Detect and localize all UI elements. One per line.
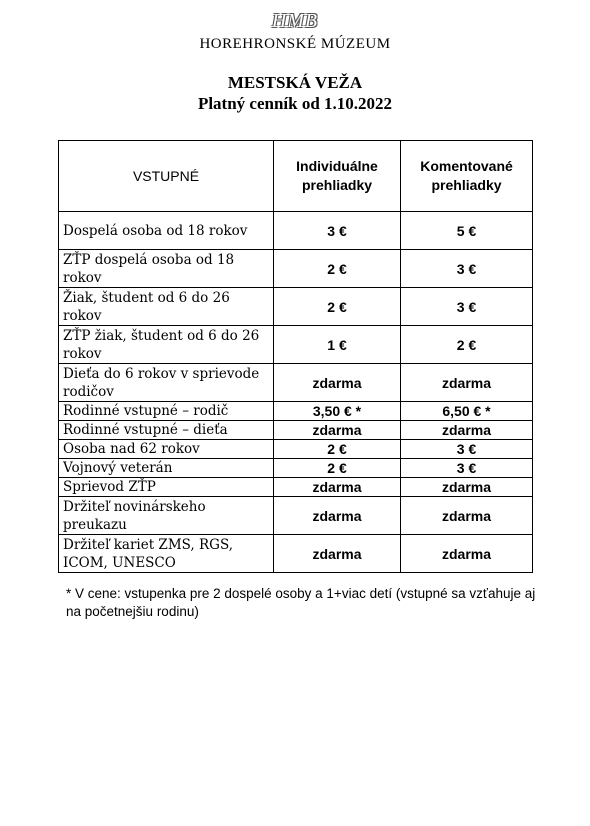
- price-individual: zdarma: [274, 478, 401, 497]
- row-label: ZŤP žiak, študent od 6 do 26 rokov: [59, 326, 274, 364]
- row-label: ZŤP dospelá osoba od 18 rokov: [59, 250, 274, 288]
- table-row: [59, 326, 533, 364]
- price-guided: 3 €: [401, 459, 533, 478]
- header-individual: Individuálne prehliadky: [274, 141, 401, 212]
- table-row: [59, 364, 533, 402]
- price-guided: 5 €: [401, 212, 533, 250]
- row-label: Držiteľ kariet ZMS, RGS, ICOM, UNESCO: [59, 535, 274, 573]
- price-guided: zdarma: [401, 364, 533, 402]
- table-row: [59, 478, 533, 497]
- price-individual: zdarma: [274, 497, 401, 535]
- price-individual: 2 €: [274, 440, 401, 459]
- row-label: Rodinné vstupné – dieťa: [59, 421, 274, 440]
- table-row: [59, 497, 533, 535]
- price-guided: zdarma: [401, 497, 533, 535]
- header-admission: VSTUPNÉ: [59, 141, 274, 212]
- row-label: Dospelá osoba od 18 rokov: [59, 212, 274, 250]
- price-guided: 6,50 € *: [401, 402, 533, 421]
- price-guided: 3 €: [401, 250, 533, 288]
- price-individual: 3,50 € *: [274, 402, 401, 421]
- page-title: MESTSKÁ VEŽA: [227, 73, 363, 92]
- price-table: [58, 140, 533, 573]
- museum-logo: HMB: [271, 10, 319, 32]
- table-row: [59, 250, 533, 288]
- table-row: [59, 288, 533, 326]
- price-individual: 1 €: [274, 326, 401, 364]
- table-row: [59, 459, 533, 478]
- table-header-row: [59, 141, 533, 212]
- price-guided: zdarma: [401, 478, 533, 497]
- museum-name: HOREHRONSKÉ MÚZEUM: [199, 36, 391, 52]
- price-individual: zdarma: [274, 421, 401, 440]
- price-individual: 2 €: [274, 459, 401, 478]
- price-guided: zdarma: [401, 535, 533, 573]
- price-guided: 2 €: [401, 326, 533, 364]
- price-guided: zdarma: [401, 421, 533, 440]
- row-label: Držiteľ novinárskeho preukazu: [59, 497, 274, 535]
- price-individual: 2 €: [274, 250, 401, 288]
- price-individual: zdarma: [274, 535, 401, 573]
- row-label: Sprievod ZŤP: [59, 478, 274, 497]
- table-row: [59, 535, 533, 573]
- price-guided: 3 €: [401, 288, 533, 326]
- table-row: [59, 421, 533, 440]
- table-row: [59, 212, 533, 250]
- row-label: Dieťa do 6 rokov v sprievode rodičov: [59, 364, 274, 402]
- page-subtitle: Platný cenník od 1.10.2022: [197, 94, 393, 113]
- header-guided: Komentované prehliadky: [401, 141, 533, 212]
- table-row: [59, 440, 533, 459]
- row-label: Osoba nad 62 rokov: [59, 440, 274, 459]
- price-individual: 3 €: [274, 212, 401, 250]
- price-individual: zdarma: [274, 364, 401, 402]
- row-label: Rodinné vstupné – rodič: [59, 402, 274, 421]
- table-row: [59, 402, 533, 421]
- price-individual: 2 €: [274, 288, 401, 326]
- row-label: Žiak, študent od 6 do 26 rokov: [59, 288, 274, 326]
- price-guided: 3 €: [401, 440, 533, 459]
- row-label: Vojnový veterán: [59, 459, 274, 478]
- footnote: * V cene: vstupenka pre 2 dospelé osoby a 1+viac detí (vstupné sa vzťahuje aj na početnejšiu rodinu): [66, 586, 536, 619]
